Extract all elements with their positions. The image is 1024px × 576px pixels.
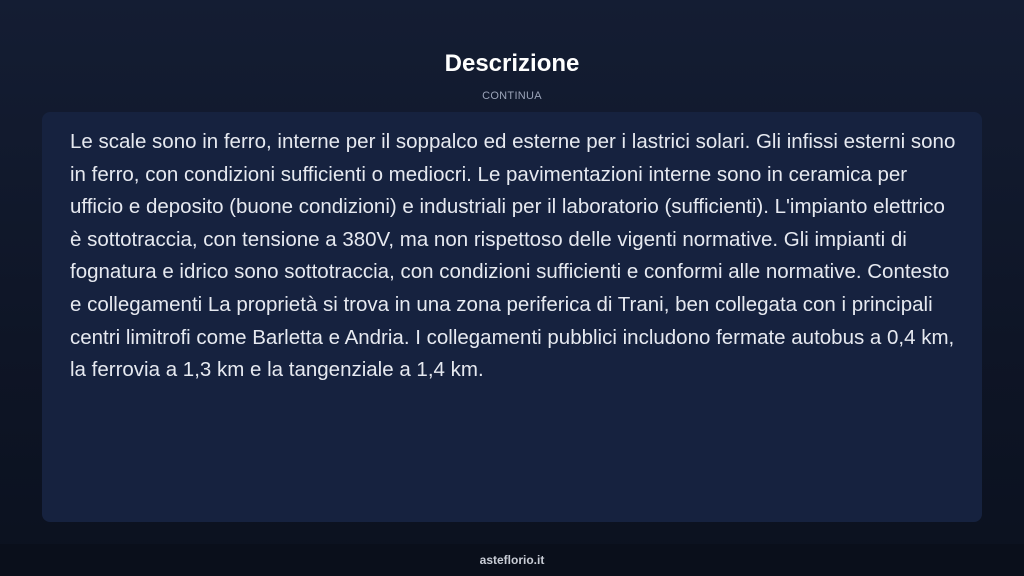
footer-bar [0, 544, 1024, 576]
description-text: Le scale sono in ferro, interne per il soppalco ed esterne per i lastrici solari. Gli infissi esterni sono in ferro, con condizioni sufficienti o mediocri. Le pavimentazioni interne sono in ceramica per ufficio e deposito (buone condizioni) e industriali per il laboratorio (sufficienti). L'impianto elettrico è sottotraccia, con tensione a 380V, ma non rispettoso delle vigenti normative. Gli impianti di fognatura e idrico sono sottotraccia, con condizioni sufficienti e conformi alle normative. Contesto e collegamenti La proprietà si trova in una zona periferica di Trani, ben collegata con i principali centri limitrofi come Barletta e Andria. I collegamenti pubblici includono fermate autobus a 0,4 km, la ferrovia a 1,3 km e la tangenziale a 1,4 km. [70, 130, 956, 382]
footer-site-name: asteflorio.it [479, 553, 545, 567]
description-card [42, 112, 982, 522]
page-title: Descrizione [444, 50, 580, 77]
page-subtitle: CONTINUA [482, 90, 542, 102]
